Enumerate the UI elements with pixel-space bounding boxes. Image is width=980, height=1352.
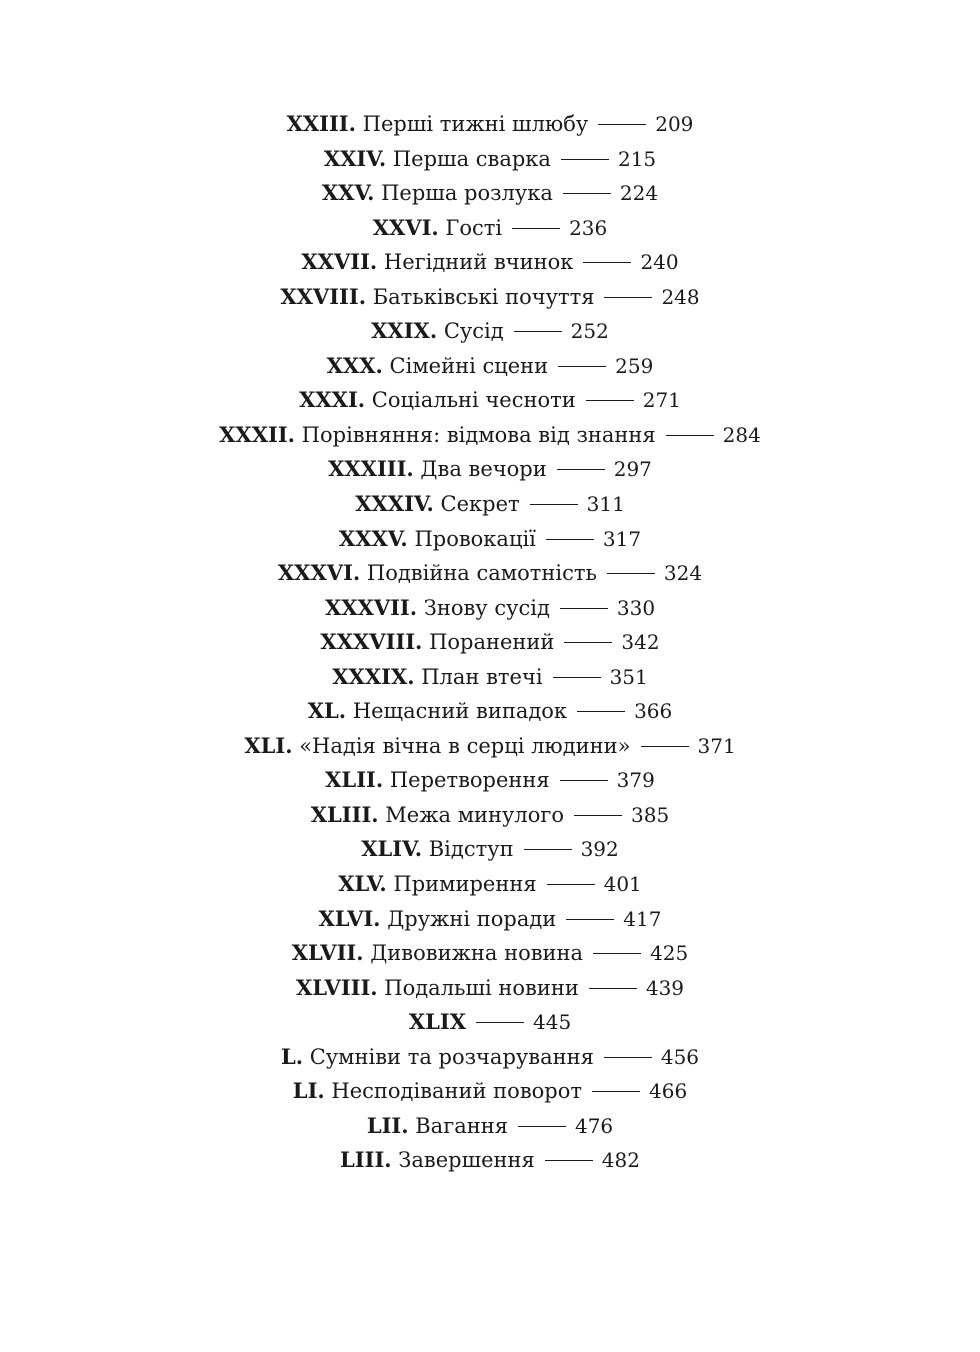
page-number: 351 [609,664,648,689]
leader-dash [641,746,689,747]
leader-dash [604,297,652,298]
chapter-title: Відступ [428,837,514,862]
page-number: 240 [640,250,679,275]
chapter-number: XLVII. [291,940,364,966]
toc-entry [0,694,980,729]
chapter-number: XXXIII. [328,456,414,482]
leader-dash [524,849,572,850]
page-number: 317 [602,526,642,551]
page-number: 297 [613,457,652,482]
chapter-title: Перша сварка [392,146,551,171]
toc-entry [0,418,980,453]
toc-entry [0,1143,980,1178]
leader-dash [577,711,625,712]
toc-entry [0,142,980,177]
toc-entry [0,798,980,833]
page-number: 379 [616,768,655,793]
leader-dash [512,228,560,229]
page-number: 385 [631,802,670,827]
page-number: 224 [619,181,659,206]
toc-entry [0,107,980,142]
chapter-title: Два вечори [420,457,547,482]
toc-entry [0,522,980,557]
toc-entry [0,176,980,211]
leader-dash [564,642,612,643]
leader-dash [560,608,608,609]
page-number: 439 [645,975,685,1000]
leader-dash [592,1091,640,1092]
chapter-title: Секрет [440,492,520,517]
leader-dash [598,124,646,125]
chapter-number: XXXIV. [355,491,434,517]
toc-entry [0,867,980,902]
page-number: 259 [615,353,654,378]
leader-dash [566,919,614,920]
chapter-number: XXXVII. [324,594,418,620]
chapter-title: Нещасний випадок [352,699,568,724]
leader-dash [545,1160,593,1161]
chapter-title: Перші тижні шлюбу [362,112,589,136]
chapter-title: Порівняння: відмова від знання [301,422,656,447]
chapter-title: «Надія вічна в серці людини» [299,733,631,758]
toc-entry [0,280,980,315]
chapter-number: XXV. [321,180,375,206]
toc-entry [0,1109,980,1144]
chapter-title: Вагання [415,1113,508,1138]
page-number: 236 [569,215,608,240]
chapter-number: XXXVIII. [320,629,423,655]
toc-entry [0,452,980,487]
chapter-number: LI. [292,1078,325,1104]
toc-entry [0,902,980,937]
leader-dash [557,469,605,470]
leader-dash [553,677,601,678]
chapter-title: Сумніви та розчарування [309,1044,594,1069]
chapter-number: XLIV. [361,836,423,862]
leader-dash [514,331,562,332]
chapter-title: Несподіваний поворот [331,1079,582,1104]
chapter-number: XXXIX. [332,663,415,689]
leader-dash [560,780,608,781]
leader-dash [593,953,641,954]
chapter-title: Сімейні сцени [389,353,549,378]
page-number: 425 [650,941,689,966]
chapter-title: Межа минулого [385,802,565,827]
toc-entry [0,1005,980,1040]
table-of-contents [0,107,980,1178]
page-number: 215 [617,146,657,171]
leader-dash [586,400,634,401]
leader-dash [558,366,606,367]
chapter-title: Перша розлука [381,181,553,206]
page-number: 392 [580,837,619,862]
chapter-number: XXXV. [338,525,408,551]
leader-dash [530,504,578,505]
page-number: 366 [634,699,673,724]
chapter-title: Подвійна самотність [366,561,597,586]
page-number: 209 [655,112,694,136]
page-number: 311 [586,492,625,517]
page-number: 252 [570,319,609,344]
leader-dash [583,262,631,263]
leader-dash [518,1126,566,1127]
leader-dash [547,884,595,885]
chapter-number: XL. [307,698,347,724]
page-number: 482 [601,1148,640,1173]
chapter-number: XXIV. [323,145,387,171]
chapter-number: XLII. [325,767,384,793]
toc-entry [0,936,980,971]
chapter-number: XXIII. [286,111,356,136]
toc-entry [0,211,980,246]
chapter-title: Примирення [393,872,537,897]
page-number: 445 [533,1010,572,1035]
chapter-title: Перетворення [389,768,550,793]
chapter-title: Батьківські почуття [372,284,595,309]
leader-dash [546,539,594,540]
page-number: 417 [623,906,662,931]
leader-dash [604,1057,652,1058]
chapter-number: XXXI. [299,387,366,413]
chapter-number: XLVI. [318,905,381,931]
page-number: 466 [649,1079,688,1104]
toc-entry [0,349,980,384]
leader-dash [563,193,611,194]
chapter-title: План втечі [421,664,543,689]
chapter-number: XXX. [326,352,383,378]
chapter-number: LIII. [340,1147,392,1173]
chapter-number: LII. [366,1112,409,1138]
chapter-number: XXVII. [301,249,378,275]
chapter-title: Дивовижна новина [370,941,584,966]
chapter-title: Завершення [398,1148,535,1173]
chapter-number: XLV. [338,871,387,897]
leader-dash [574,815,622,816]
page-number: 248 [661,284,700,309]
chapter-number: XLI. [244,732,293,758]
page-number: 476 [574,1113,614,1138]
chapter-title: Подальші новини [384,975,579,1000]
leader-dash [476,1022,524,1023]
toc-entry [0,660,980,695]
page-number: 371 [697,733,736,758]
leader-dash [607,573,655,574]
page-number: 456 [660,1044,700,1069]
chapter-title: Дружні поради [387,906,557,931]
chapter-number: XXIX. [371,318,438,344]
toc-entry [0,763,980,798]
chapter-title: Поранений [429,630,555,655]
chapter-title: Гості [445,215,503,240]
toc-entry [0,625,980,660]
page-number: 324 [663,561,703,586]
toc-entry [0,1040,980,1075]
toc-entry [0,383,980,418]
chapter-title: Провокації [414,526,536,551]
chapter-title: Сусід [443,319,504,344]
chapter-number: XXXII. [219,421,295,447]
chapter-title: Соціальні чесноти [371,388,576,413]
toc-entry [0,245,980,280]
page-number: 342 [621,630,660,655]
page-number: 271 [642,388,681,413]
chapter-title: Знову сусід [423,595,550,620]
chapter-title: Негідний вчинок [383,250,574,275]
toc-entry [0,591,980,626]
toc-entry [0,832,980,867]
chapter-number: XXXVI. [277,560,361,586]
chapter-number: XXVIII. [280,283,367,309]
chapter-number: XXVI. [372,214,439,240]
toc-entry [0,556,980,591]
chapter-number: L. [280,1043,304,1069]
leader-dash [561,159,609,160]
toc-entry [0,487,980,522]
page-number: 401 [603,872,642,897]
toc-entry [0,971,980,1006]
chapter-number: XLIII. [310,801,379,827]
chapter-number: XLIX [408,1009,466,1035]
page-number: 284 [722,422,761,447]
leader-dash [589,988,637,989]
toc-entry [0,729,980,764]
toc-entry [0,314,980,349]
toc-entry [0,1074,980,1109]
chapter-number: XLVIII. [295,974,378,1000]
leader-dash [666,435,714,436]
page-number: 330 [616,595,656,620]
